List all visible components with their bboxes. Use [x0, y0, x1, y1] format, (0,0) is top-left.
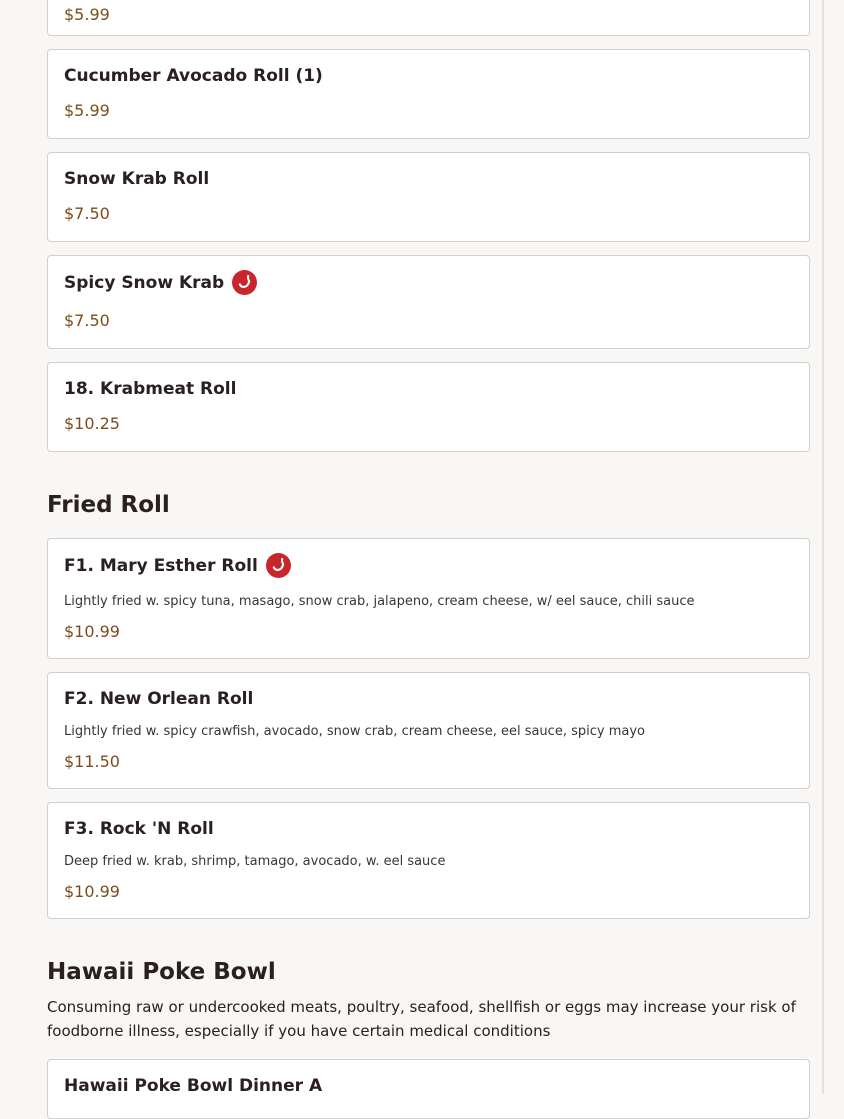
- menu-item-card[interactable]: [47, 802, 810, 919]
- item-price: $10.25: [64, 414, 120, 433]
- menu-item-card[interactable]: [47, 255, 810, 349]
- item-price: $7.50: [64, 204, 110, 223]
- item-name: Spicy Snow Krab: [64, 270, 257, 295]
- section-disclaimer: Consuming raw or undercooked meats, poultry, seafood, shellfish or eggs may increase your risk of foodborne illness, especially if you have certain medical conditions: [47, 998, 796, 1040]
- item-description: Lightly fried w. spicy tuna, masago, snow crab, jalapeno, cream cheese, w/ eel sauce, chili sauce: [64, 594, 695, 609]
- scroll-rail: [822, 0, 824, 1094]
- item-name: Hawaii Poke Bowl Dinner A: [64, 1076, 323, 1096]
- item-price: $5.99: [64, 101, 110, 120]
- section-title: Fried Roll: [47, 492, 170, 518]
- item-price: $10.99: [64, 882, 120, 901]
- item-price: $10.99: [64, 622, 120, 641]
- item-name: Snow Krab Roll: [64, 169, 210, 189]
- menu-item-card[interactable]: [47, 672, 810, 789]
- item-price: $5.99: [64, 5, 110, 24]
- chili-pepper-icon: [232, 270, 257, 295]
- menu-item-card[interactable]: [47, 49, 810, 139]
- item-description: Lightly fried w. spicy crawfish, avocado, snow crab, cream cheese, eel sauce, spicy mayo: [64, 724, 645, 739]
- menu-item-card[interactable]: [47, 1059, 810, 1119]
- menu-item-card[interactable]: [47, 152, 810, 242]
- menu-item-card[interactable]: [47, 362, 810, 452]
- section-title: Hawaii Poke Bowl: [47, 959, 276, 985]
- item-price: $11.50: [64, 752, 120, 771]
- item-description: Deep fried w. krab, shrimp, tamago, avocado, w. eel sauce: [64, 854, 446, 869]
- item-name: F1. Mary Esther Roll: [64, 553, 291, 578]
- item-name: Cucumber Avocado Roll (1): [64, 66, 323, 86]
- item-price: $7.50: [64, 311, 110, 330]
- menu-item-card[interactable]: [47, 538, 810, 659]
- chili-pepper-icon: [266, 553, 291, 578]
- menu-item-card[interactable]: [47, 0, 810, 36]
- item-name: F3. Rock 'N Roll: [64, 819, 214, 839]
- item-name: F2. New Orlean Roll: [64, 689, 254, 709]
- item-name: 18. Krabmeat Roll: [64, 379, 237, 399]
